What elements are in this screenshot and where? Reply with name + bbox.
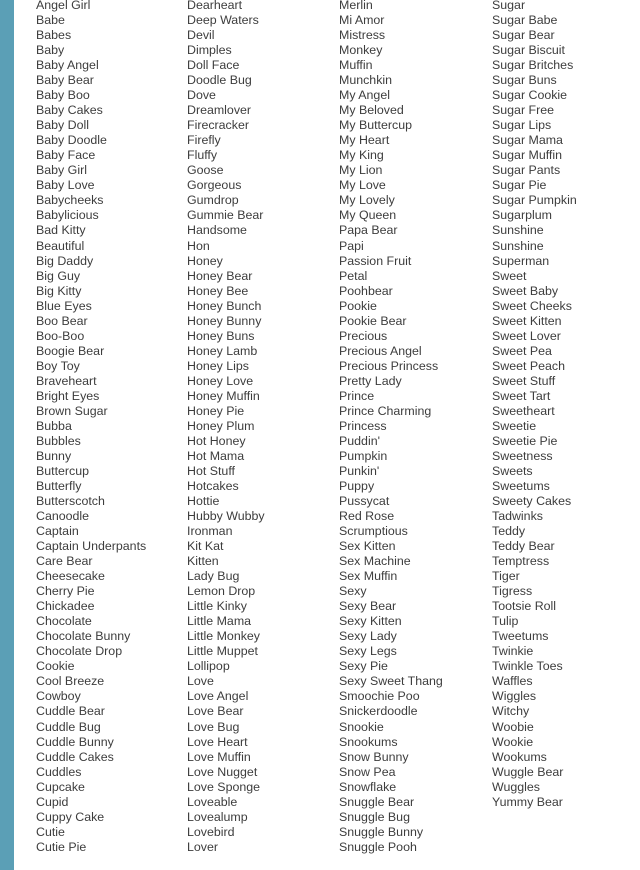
list-item: Cherry Pie <box>36 584 95 599</box>
list-item: Snookie <box>339 719 384 734</box>
list-item: Chocolate Bunny <box>36 629 131 644</box>
list-item: Boogie Bear <box>36 343 105 358</box>
list-item: My Queen <box>339 208 397 223</box>
list-item: Sweet Lover <box>492 328 561 343</box>
list-item: Canoodle <box>36 509 90 524</box>
list-item: Twinkie <box>492 644 534 659</box>
list-item: Wuggle Bear <box>492 764 564 779</box>
list-item: Honey Bee <box>187 283 249 298</box>
list-item: Teddy Bear <box>492 539 555 554</box>
list-item: Goose <box>187 163 224 178</box>
list-item: Tootsie Roll <box>492 599 557 614</box>
list-item: Love Nugget <box>187 764 258 779</box>
list-item: Hot Honey <box>187 433 246 448</box>
list-item: Yummy Bear <box>492 794 563 809</box>
list-item: Honey Muffin <box>187 388 260 403</box>
list-item: Honey Bunny <box>187 313 262 328</box>
list-item: Wookums <box>492 749 547 764</box>
list-item: Bunny <box>36 448 72 463</box>
list-item: Honey Love <box>187 373 254 388</box>
list-item: Hotcakes <box>187 479 239 493</box>
list-item: Sweet Stuff <box>492 373 556 388</box>
list-item: Gummie Bear <box>187 208 264 223</box>
list-item: Doodle Bug <box>187 73 252 88</box>
list-item: Sexy <box>339 584 367 599</box>
list-item: Care Bear <box>36 554 93 569</box>
list-item: Honey Pie <box>187 403 245 418</box>
list-item: My Beloved <box>339 103 404 118</box>
list-item: Dove <box>187 88 216 103</box>
list-item: Hon <box>187 238 210 253</box>
list-item: Lemon Drop <box>187 584 256 599</box>
list-item: Babylicious <box>36 208 99 223</box>
list-item: Lovebird <box>187 824 235 839</box>
list-item: Scrumptious <box>339 524 408 539</box>
list-item: Sweet Cheeks <box>492 298 572 313</box>
list-item: Baby <box>36 43 65 58</box>
list-item: Big Guy <box>36 268 81 283</box>
list-item: Cheesecake <box>36 569 105 584</box>
list-item: Twinkle Toes <box>492 659 563 674</box>
list-item: Tiger <box>492 569 520 584</box>
list-item: Baby Doll <box>36 118 90 133</box>
list-item: Cupid <box>36 794 69 809</box>
list-item: Papa Bear <box>339 223 398 238</box>
list-item: Captain Underpants <box>36 539 147 554</box>
list-item: Teddy <box>492 524 526 539</box>
list-item: Temptress <box>492 554 550 569</box>
list-item: Sugar Bear <box>492 28 555 43</box>
list-item: Cutie Pie <box>36 839 87 854</box>
list-item: Snuggle Bug <box>339 809 410 824</box>
list-item: Sugar Muffin <box>492 148 563 163</box>
list-item: My Love <box>339 178 386 193</box>
list-item: Snookums <box>339 734 398 749</box>
list-item: Baby Girl <box>36 163 87 178</box>
list-item: Deep Waters <box>187 13 259 28</box>
list-item: Doll Face <box>187 58 240 73</box>
list-item: Honey <box>187 253 223 268</box>
list-item: Sugar Free <box>492 103 554 118</box>
list-item: Sex Muffin <box>339 569 398 584</box>
list-item: Dreamlover <box>187 103 252 118</box>
list-item: Sugar Pumpkin <box>492 193 577 208</box>
list-item: Hot Mama <box>187 448 245 463</box>
list-item: Little Monkey <box>187 629 261 644</box>
list-item: Pussycat <box>339 494 390 509</box>
list-item: Firecracker <box>187 118 249 133</box>
list-item: Blue Eyes <box>36 298 92 313</box>
list-item: Hot Stuff <box>187 463 235 478</box>
list-item: Pookie Bear <box>339 313 407 328</box>
list-item: Muffin <box>339 58 373 73</box>
list-item: Mi Amor <box>339 13 385 28</box>
list-item: Love Bug <box>187 719 240 734</box>
list-item: Hubby Wubby <box>187 509 265 524</box>
list-item: Snowflake <box>339 779 397 794</box>
list-item: Sugar Pie <box>492 178 547 193</box>
list-item: Devil <box>187 28 215 43</box>
list-item: Precious Angel <box>339 343 422 358</box>
list-item: Sugar Mama <box>492 133 563 148</box>
list-item: Prince Charming <box>339 403 432 418</box>
list-item: Lovealump <box>187 809 248 824</box>
list-item: Boo Bear <box>36 313 88 328</box>
list-item: Little Muppet <box>187 644 258 659</box>
list-item: Baby Boo <box>36 88 90 103</box>
list-item: Cookie <box>36 659 75 674</box>
list-item: Honey Bunch <box>187 298 262 313</box>
list-item: Cuddle Bug <box>36 719 101 734</box>
list-item: Love Sponge <box>187 779 261 794</box>
list-item: Passion Fruit <box>339 253 412 268</box>
list-item: Papi <box>339 238 364 253</box>
list-item: Waffles <box>492 674 533 689</box>
list-item: Tweetums <box>492 629 549 644</box>
list-item: Tigress <box>492 584 533 599</box>
list-item: Sweet Pea <box>492 343 552 358</box>
list-item: Sugar Pants <box>492 163 561 178</box>
list-item: Baby Bear <box>36 73 94 88</box>
list-item: Little Kinky <box>187 599 247 614</box>
list-item: Wuggles <box>492 779 540 794</box>
list-item: Sweets <box>492 463 533 478</box>
list-item: Sexy Lady <box>339 629 397 644</box>
sidebar-strip <box>0 0 14 870</box>
list-item: Brown Sugar <box>36 403 108 418</box>
list-item: Kitten <box>187 554 219 569</box>
list-item: Sexy Pie <box>339 659 388 674</box>
list-item: Cuddle Cakes <box>36 749 114 764</box>
list-item: Poohbear <box>339 283 393 298</box>
list-item: Big Kitty <box>36 283 82 298</box>
list-item: Sugar <box>492 0 526 12</box>
list-item: Princess <box>339 418 387 433</box>
list-item: Snuggle Pooh <box>339 839 417 854</box>
list-item: Munchkin <box>339 73 393 88</box>
list-item: Babes <box>36 28 72 43</box>
list-item: Firefly <box>187 133 221 148</box>
list-item: Dimples <box>187 43 232 58</box>
name-column-2 <box>187 0 265 855</box>
list-item: Cool Breeze <box>36 674 105 689</box>
list-item: Butterfly <box>36 479 82 493</box>
list-item: Snuggle Bear <box>339 794 415 809</box>
list-item: Sugar Buns <box>492 73 557 88</box>
list-item: Sweety Cakes <box>492 494 572 509</box>
list-item: Snow Bunny <box>339 749 409 764</box>
list-item: Captain <box>36 524 79 539</box>
list-item: Witchy <box>492 704 530 719</box>
list-item: Puppy <box>339 479 375 493</box>
list-item: Dearheart <box>187 0 243 12</box>
list-item: Love Muffin <box>187 749 251 764</box>
list-item: Honey Bear <box>187 268 253 283</box>
list-item: Love Angel <box>187 689 249 704</box>
list-item: Butterscotch <box>36 494 105 509</box>
list-item: My King <box>339 148 384 163</box>
list-item: Tulip <box>492 614 519 629</box>
list-item: Sweet Tart <box>492 388 551 403</box>
list-item: Sex Machine <box>339 554 411 569</box>
list-item: Sweetie <box>492 418 537 433</box>
list-item: Prince <box>339 388 375 403</box>
list-item: Precious <box>339 328 388 343</box>
list-item: Love Heart <box>187 734 248 749</box>
list-item: Sugar Britches <box>492 58 574 73</box>
list-item: Chickadee <box>36 599 95 614</box>
list-item: Cuddle Bunny <box>36 734 114 749</box>
list-item: My Lovely <box>339 193 395 208</box>
list-item: My Angel <box>339 88 390 103</box>
list-item: Red Rose <box>339 509 395 524</box>
list-item: Sweetums <box>492 479 550 493</box>
list-item: Lady Bug <box>187 569 240 584</box>
list-item: Ironman <box>187 524 233 539</box>
list-item: My Lion <box>339 163 383 178</box>
list-item: Fluffy <box>187 148 218 163</box>
list-item: Gorgeous <box>187 178 242 193</box>
list-item: Petal <box>339 268 368 283</box>
list-item: Smoochie Poo <box>339 689 420 704</box>
list-item: My Heart <box>339 133 390 148</box>
list-item: Bright Eyes <box>36 388 100 403</box>
list-item: Sweet <box>492 268 527 283</box>
list-item: Boy Toy <box>36 358 80 373</box>
list-item: Sexy Kitten <box>339 614 402 629</box>
list-item: Handsome <box>187 223 247 238</box>
list-item: Bubba <box>36 418 72 433</box>
list-item: My Buttercup <box>339 118 412 133</box>
list-item: Sexy Legs <box>339 644 397 659</box>
list-item: Braveheart <box>36 373 97 388</box>
list-item: Bubbles <box>36 433 81 448</box>
list-item: Sugar Lips <box>492 118 552 133</box>
list-item: Loveable <box>187 794 238 809</box>
list-item: Wiggles <box>492 689 537 704</box>
list-item: Monkey <box>339 43 383 58</box>
list-item: Lover <box>187 839 218 854</box>
list-item: Sweet Kitten <box>492 313 562 328</box>
list-item: Chocolate <box>36 614 92 629</box>
list-item: Snuggle Bunny <box>339 824 424 839</box>
list-item: Punkin' <box>339 463 380 478</box>
list-item: Wookie <box>492 734 534 749</box>
list-item: Cutie <box>36 824 65 839</box>
list-item: Babe <box>36 13 65 28</box>
list-item: Boo-Boo <box>36 328 85 343</box>
list-item: Sugar Biscuit <box>492 43 566 58</box>
list-item: Baby Doodle <box>36 133 107 148</box>
list-item: Gumdrop <box>187 193 239 208</box>
list-item: Cupcake <box>36 779 85 794</box>
list-item: Honey Plum <box>187 418 255 433</box>
list-item: Precious Princess <box>339 358 439 373</box>
list-item: Cowboy <box>36 689 81 704</box>
list-item: Mistress <box>339 28 386 43</box>
list-item: Sugar Babe <box>492 13 558 28</box>
list-item: Baby Cakes <box>36 103 103 118</box>
list-item: Hottie <box>187 494 220 509</box>
list-item: Baby Love <box>36 178 95 193</box>
list-item: Beautiful <box>36 238 85 253</box>
list-item: Bad Kitty <box>36 223 86 238</box>
name-column-4 <box>492 0 577 810</box>
list-item: Big Daddy <box>36 253 94 268</box>
list-item: Honey Buns <box>187 328 255 343</box>
list-item: Sweetie Pie <box>492 433 558 448</box>
list-item: Honey Lips <box>187 358 249 373</box>
list-item: Sweet Peach <box>492 358 566 373</box>
list-item: Babycheeks <box>36 193 104 208</box>
list-item: Cuddles <box>36 764 82 779</box>
list-item: Lollipop <box>187 659 230 674</box>
list-item: Love <box>187 674 214 689</box>
list-item: Love Bear <box>187 704 244 719</box>
list-item: Pumpkin <box>339 448 388 463</box>
list-item: Sex Kitten <box>339 539 396 554</box>
list-item: Sweetness <box>492 448 553 463</box>
list-item: Little Mama <box>187 614 252 629</box>
list-item: Sugar Cookie <box>492 88 568 103</box>
list-item: Sunshine <box>492 223 544 238</box>
list-item: Baby Face <box>36 148 96 163</box>
list-item: Merlin <box>339 0 373 12</box>
list-item: Baby Angel <box>36 58 99 73</box>
list-item: Snow Pea <box>339 764 396 779</box>
list-item: Superman <box>492 253 550 268</box>
list-item: Snickerdoodle <box>339 704 418 719</box>
list-item: Chocolate Drop <box>36 644 123 659</box>
list-item: Kit Kat <box>187 539 224 554</box>
list-item: Buttercup <box>36 463 90 478</box>
list-item: Sunshine <box>492 238 544 253</box>
list-item: Sugarplum <box>492 208 552 223</box>
list-item: Cuppy Cake <box>36 809 105 824</box>
name-column-1 <box>36 0 146 855</box>
list-item: Angel Girl <box>36 0 91 12</box>
list-item: Sexy Bear <box>339 599 397 614</box>
name-column-3 <box>339 0 443 855</box>
list-item: Sweetheart <box>492 403 555 418</box>
list-item: Pookie <box>339 298 377 313</box>
list-item: Puddin' <box>339 433 380 448</box>
list-item: Sweet Baby <box>492 283 559 298</box>
list-item: Honey Lamb <box>187 343 258 358</box>
list-item: Pretty Lady <box>339 373 402 388</box>
list-item: Tadwinks <box>492 509 543 524</box>
list-item: Woobie <box>492 719 534 734</box>
list-item: Cuddle Bear <box>36 704 105 719</box>
list-item: Sexy Sweet Thang <box>339 674 443 689</box>
